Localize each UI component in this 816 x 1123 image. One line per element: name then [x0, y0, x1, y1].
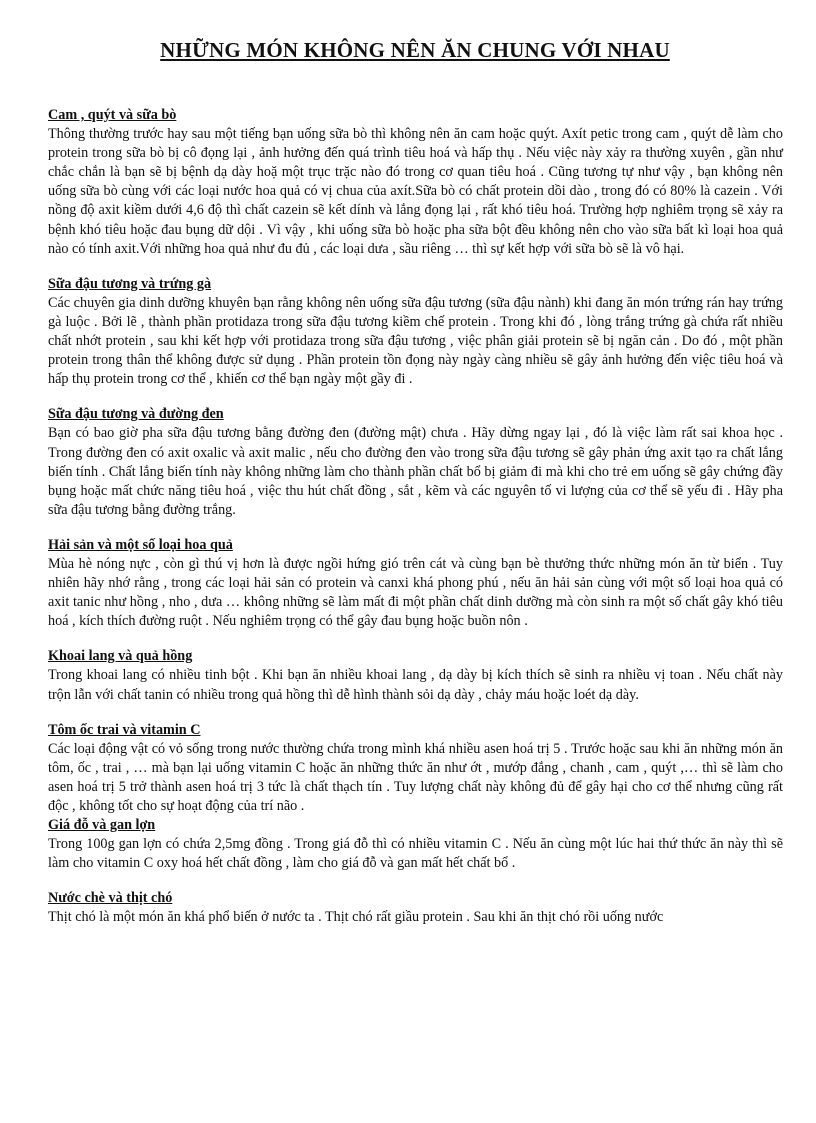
section-khoai-lang-qua-hong [48, 647, 783, 704]
section-heading: Hải sản và một số loại hoa quả [48, 536, 233, 553]
section-paragraph: Trong khoai lang có nhiều tinh bột . Khi bạn ăn nhiều khoai lang , dạ dày bị kích thích sẽ sinh ra nhiều vị toan . Nếu chất này trộn lẫn với chất tanin có nhiều trong quả hồng thì dễ hình thành sỏi dạ dày , chảy máu hoặc loét dạ dày. [48, 667, 783, 703]
section-paragraph: Bạn có bao giờ pha sữa đậu tương bằng đường đen (đường mật) chưa . Hãy dừng ngay lại , đó là việc làm rất sai khoa học . Trong đường đen có axit oxalic và axit malic , nếu cho đường đen vào trong sữa đậu tương sẽ gây phản ứng axit tạo ra chất lắng biến tính . Chất lắng biến tính này không những làm cho thành phần chất bổ bị giảm đi mà khi cho trẻ em uống sẽ gây chứng đầy bụng hoặc mất chức năng tiêu hoá , việc thu hút chất đồng , sắt , kẽm và các nguyên tố vi lượng của cơ thể sẽ yếu đi . Hãy pha sữa đậu tương bằng đường trắng. [48, 425, 783, 518]
section-heading: Khoai lang và quả hồng [48, 648, 193, 665]
section-heading: Tôm ốc trai và vitamin C [48, 721, 201, 738]
section-heading: Nước chè và thịt chó [48, 890, 173, 907]
section-nuoc-che-thit-cho [48, 889, 783, 927]
section-heading: Giá đỗ và gan lợn [48, 817, 156, 834]
section-heading: Sữa đậu tương và đường đen [48, 406, 224, 423]
page-title: NHỮNG MÓN KHÔNG NÊN ĂN CHUNG VỚI NHAU [160, 38, 670, 62]
section-paragraph: Thịt chó là một món ăn khá phổ biến ở nước ta . Thịt chó rất giầu protein . Sau khi ăn thịt chó rồi uống nước [48, 909, 664, 926]
section-paragraph: Các chuyên gia dinh dưỡng khuyên bạn rằng không nên uống sữa đậu tương (sữa đậu nành) khi đang ăn món trứng rán hay trứng gà luộc . Bởi lẽ , thành phần protidaza trong sữa đậu tương kiềm chế protein . Trong khi đó , lòng trắng trứng gà chứa rất nhiều chất nhớt protein , sau khi kết hợp với protidaza trong sữa đậu tương , việc phân giải protein sẽ bị ngăn cản . Do đó , một phần protein trong thân thể không được sử dụng . Phần protein tồn đọng này ngày càng nhiều sẽ gây ảnh hưởng đến việc tiêu hoá và hấp thụ protein trong cơ thể , khiến cơ thể bạn ngày một gầy đi . [48, 294, 783, 388]
document-body [48, 106, 783, 944]
section-paragraph: Các loại động vật có vỏ sống trong nước thường chứa trong mình khá nhiều asen hoá trị 5 . Trước hoặc sau khi ăn những món ăn tôm, ốc , trai , … mà bạn lại uống vitamin C hoặc ăn những thức ăn như ớt , mướp đắng , chanh , cam , quýt ,… thì sẽ làm cho asen hoá trị 5 trở thành asen hoá trị 3 tức là chất thạch tín . Tuy lượng chất này không đủ để gây hại cho cơ thể nhưng cũng rất độc , không tốt cho sự hoạt động của trí não . [48, 740, 783, 814]
section-tom-oc-trai-vitamin-c [48, 721, 783, 816]
section-gia-do-gan-lon [48, 816, 783, 873]
section-heading: Cam , quýt và sữa bò [48, 107, 177, 123]
section-cam-quyt-sua-bo [48, 106, 783, 259]
section-hai-san-hoa-qua [48, 536, 783, 631]
section-sua-dau-tuong-trung-ga [48, 275, 783, 390]
section-heading: Sữa đậu tương và trứng gà [48, 275, 212, 292]
section-paragraph: Thông thường trước hay sau một tiếng bạn uống sữa bò thì không nên ăn cam hoặc quýt. Axít petic trong cam , quýt dễ làm cho protein trong sữa bò bị cô đọng lại , ảnh hưởng đến quá trình tiêu hoá và hấp thụ . Nếu việc này xảy ra thường xuyên , gần như chắc chắn là bạn sẽ bị bệnh dạ dày hoặ một trục trặc nào đó trong cơ quan tiêu hoá . Cũng tương tự như vậy , bạn không nên uống sữa bò cùng với các loại nước hoa quả có vị chua của axít.Sữa bò có chất protein dồi dào , trong đó có 80% là cazein . Với nồng độ axit kiềm dưới 4,6 độ thì chất cazein sẽ kết dính và lắng đọng lại , rất khó tiêu hoá. Trường hợp nghiêm trọng sẽ xảy ra bệnh khó tiêu hoặc đau bụng dữ dội . Vì vậy , khi uống sữa bò hoặc pha sữa bột đều không nên cho vào sữa bất kì loại hoa quả nào có tính axit.Với những hoa quả như đu đủ , các loại dưa , sầu riêng … thì sự kết hợp với sữa bò sẽ là vô hại. [48, 126, 783, 257]
section-paragraph: Mùa hè nóng nực , còn gì thú vị hơn là được ngồi hứng gió trên cát và cùng bạn bè thưởng thức những món ăn từ biển . Tuy nhiên hãy nhớ rằng , trong các loại hải sản có protein và canxi khá phong phú , nếu ăn hải sản cùng với một số loại hoa quả có axit tanic như hồng , nho , dưa … không những sẽ làm mất đi một phần chất dinh dưỡng mà còn sinh ra một số chất gây khó tiêu hoá , kích thích đường ruột . Nếu nghiêm trọng có thể gây đau bụng hoặc buồn nôn . [48, 555, 783, 630]
section-paragraph: Trong 100g gan lợn có chứa 2,5mg đồng . Trong giá đỗ thì có nhiều vitamin C . Nếu ăn cùng một lúc hai thứ thức ăn này thì sẽ làm cho vitamin C oxy hoá hết chất đồng , làm cho giá đỗ và gan mất hết chất bổ . [48, 836, 783, 872]
section-sua-dau-tuong-duong-den [48, 405, 783, 520]
